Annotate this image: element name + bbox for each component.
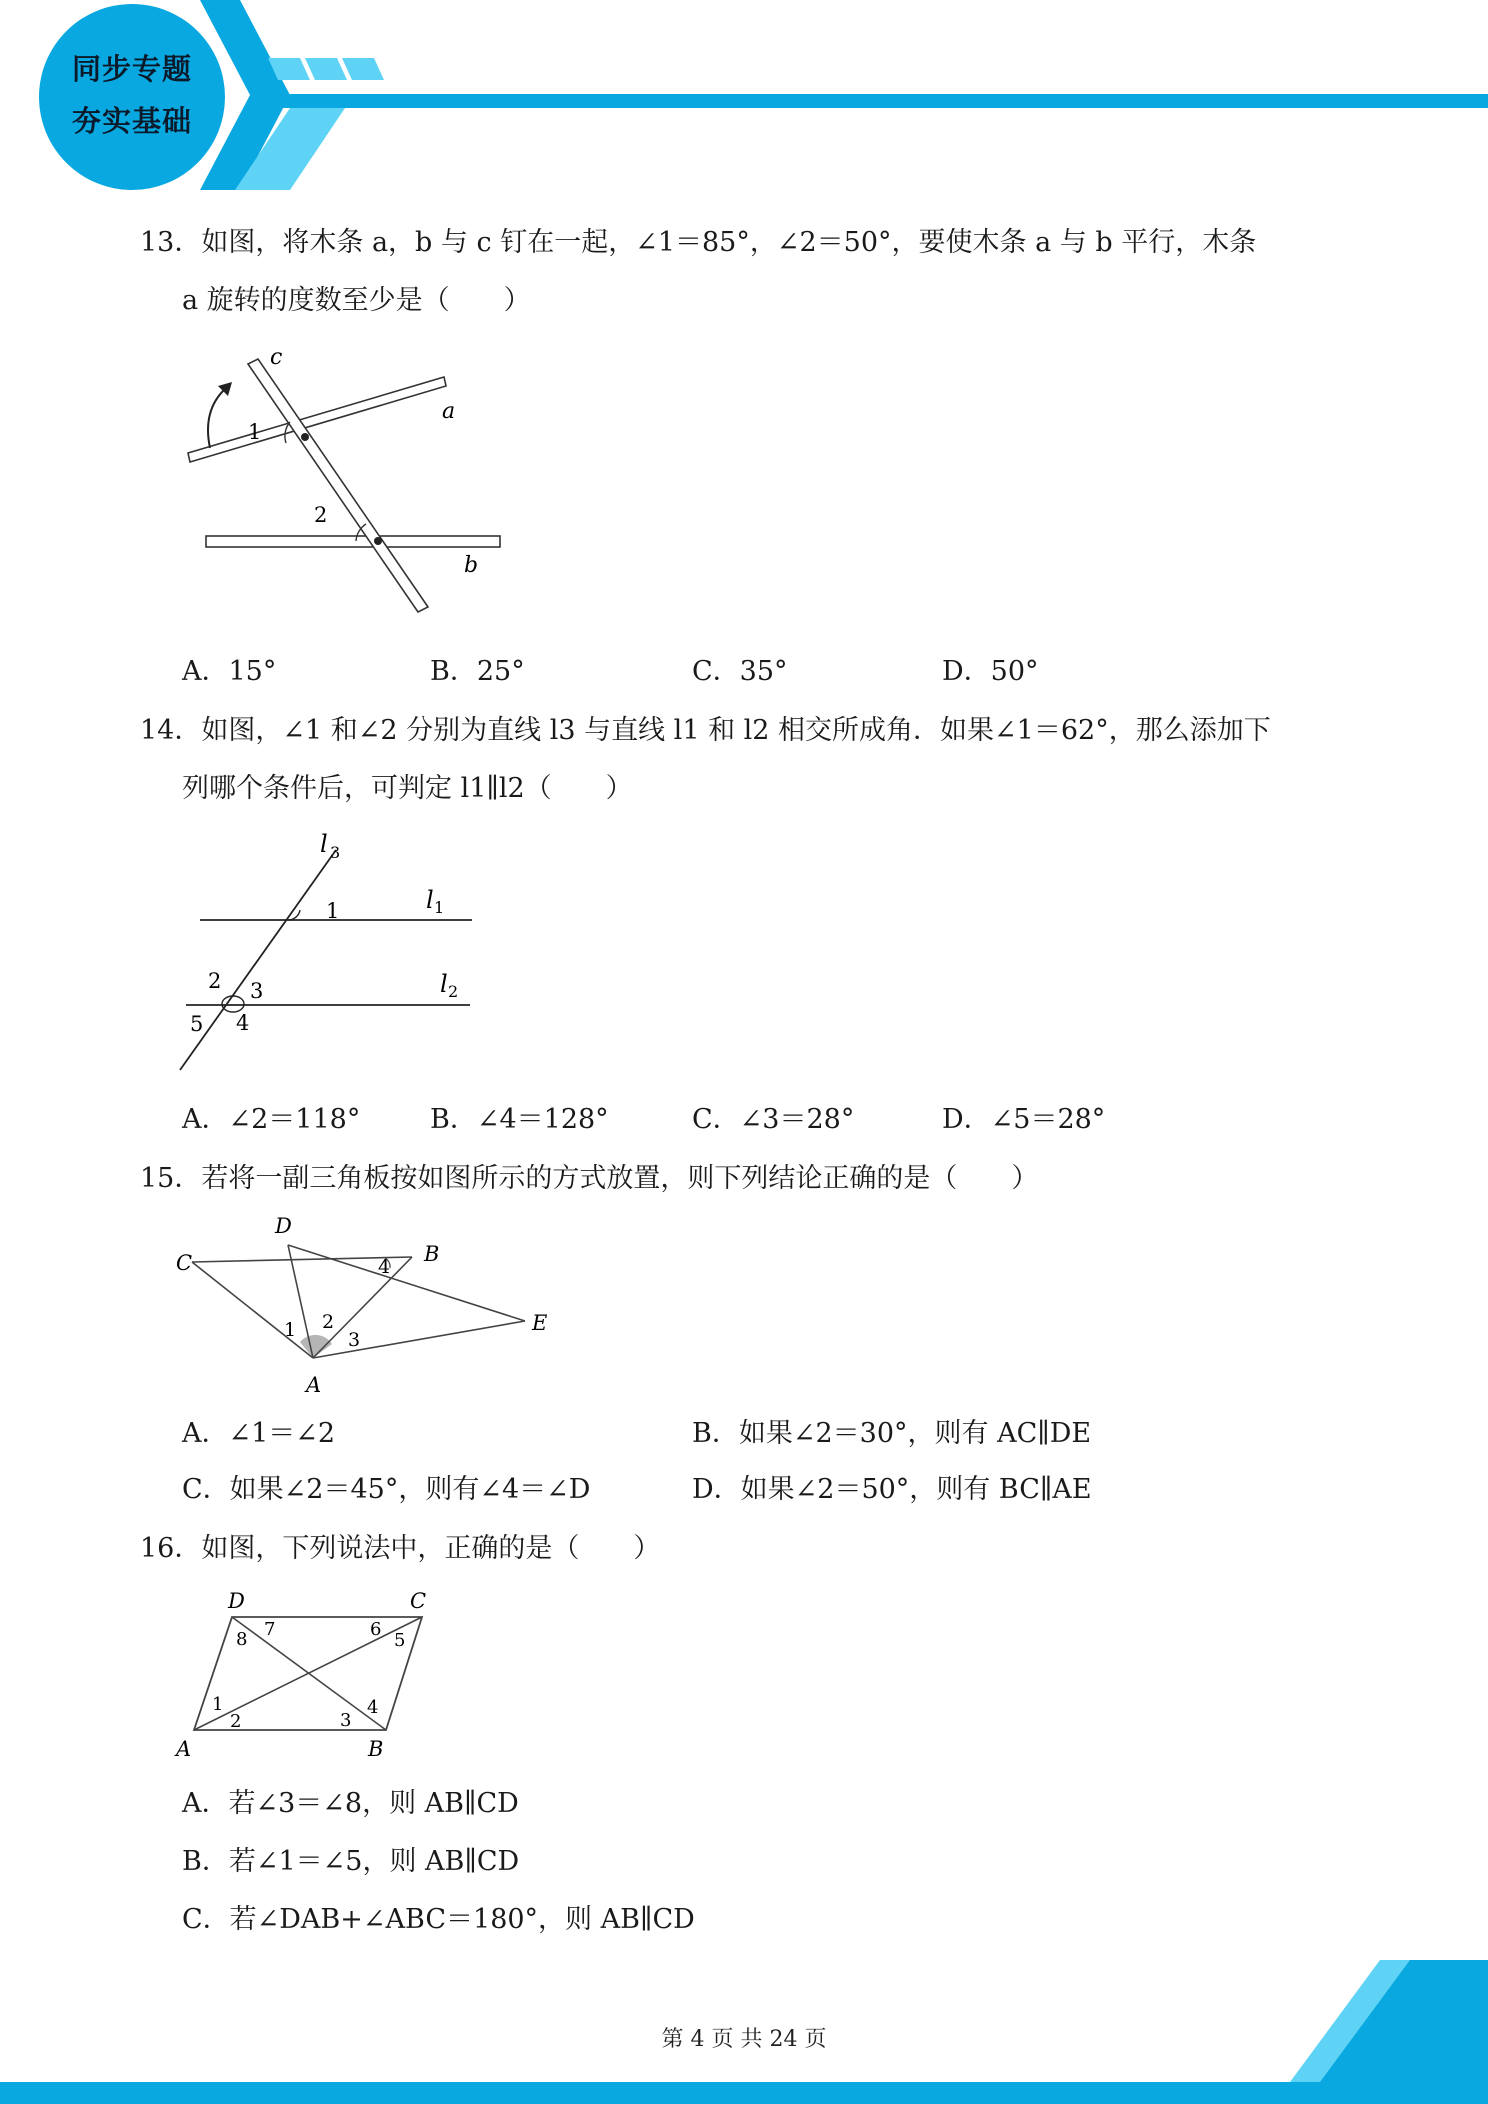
figure-14-label-2: 2	[208, 969, 222, 993]
figure-13-label-1: 1	[248, 420, 262, 444]
figure-15-label-C: C	[176, 1251, 193, 1275]
question-16-line1: 16．如图，下列说法中，正确的是（ ）	[140, 1533, 661, 1564]
question-15-option-c[interactable]: C．如果∠2＝45°，则有∠4＝∠D	[182, 1474, 591, 1505]
figure-15	[176, 1210, 560, 1400]
figure-15-label-E: E	[532, 1311, 548, 1335]
figure-15-label-D: D	[275, 1214, 292, 1238]
figure-16-label-1: 1	[212, 1694, 224, 1715]
figure-14	[170, 830, 490, 1080]
figure-14-label-l2: l	[440, 970, 448, 998]
question-15-option-d[interactable]: D．如果∠2＝50°，则有 BC∥AE	[692, 1474, 1092, 1505]
figure-14-label-l1-sub: 1	[434, 898, 445, 917]
question-13-line2: a 旋转的度数至少是（ ）	[182, 285, 531, 316]
figure-16-label-7: 7	[264, 1619, 276, 1640]
figure-16-label-6: 6	[370, 1619, 382, 1640]
figure-15-label-B: B	[424, 1242, 440, 1266]
question-14-line2: 列哪个条件后，可判定 l1∥l2（ ）	[182, 773, 633, 804]
figure-14-label-l2-sub: 2	[448, 982, 459, 1001]
question-16-option-b[interactable]: B．若∠1＝∠5，则 AB∥CD	[182, 1846, 520, 1877]
question-14-option-c[interactable]: C．∠3＝28°	[692, 1104, 855, 1135]
figure-14-label-3: 3	[250, 979, 264, 1003]
question-14-option-b[interactable]: B．∠4＝128°	[430, 1104, 609, 1135]
figure-16-label-4: 4	[367, 1697, 379, 1718]
figure-13-label-b: b	[464, 553, 479, 578]
question-13-option-d[interactable]: D．50°	[942, 656, 1039, 687]
question-13-option-b[interactable]: B．25°	[430, 656, 525, 687]
figure-13-label-2: 2	[314, 503, 328, 527]
badge	[34, 0, 230, 190]
figure-16-label-2: 2	[230, 1711, 242, 1732]
figure-15-label-A: A	[306, 1373, 322, 1397]
figure-16-label-5: 5	[394, 1630, 406, 1651]
figure-15-label-1: 1	[284, 1319, 297, 1341]
question-13	[140, 214, 1360, 330]
question-16-option-c[interactable]: C．若∠DAB+∠ABC＝180°，则 AB∥CD	[182, 1904, 695, 1935]
figure-14-label-1: 1	[326, 899, 340, 923]
figure-16	[170, 1580, 460, 1760]
question-13-option-a[interactable]: A．15°	[182, 656, 277, 687]
figure-16-label-8: 8	[236, 1629, 248, 1650]
figure-15-label-3: 3	[348, 1329, 361, 1351]
page-number: 第 4 页 共 24 页	[661, 2027, 827, 2052]
figure-16-label-A: A	[176, 1737, 192, 1761]
question-16	[140, 1520, 1360, 1578]
question-14-line1: 14．如图，∠1 和∠2 分别为直线 l3 与直线 l1 和 l2 相交所成角．如果∠1＝62°，那么添加下	[140, 715, 1271, 746]
question-14-option-a[interactable]: A．∠2＝118°	[182, 1104, 361, 1135]
question-13-line1: 13．如图，将木条 a，b 与 c 钉在一起，∠1＝85°，∠2＝50°，要使木条 a 与 b 平行，木条	[140, 227, 1257, 258]
question-15-option-b[interactable]: B．如果∠2＝30°，则有 AC∥DE	[692, 1418, 1092, 1449]
figure-16-label-B: B	[368, 1737, 384, 1761]
badge-line1: 同步专题	[71, 52, 192, 86]
figure-14-label-l3: l	[320, 830, 328, 858]
question-15-option-a[interactable]: A．∠1＝∠2	[182, 1418, 336, 1449]
badge-line2: 夯实基础	[71, 104, 192, 138]
figure-14-label-l3-sub: 3	[330, 843, 341, 862]
question-15-line1: 15．若将一副三角板按如图所示的方式放置，则下列结论正确的是（ ）	[140, 1163, 1039, 1194]
figure-14-label-4: 4	[236, 1011, 250, 1035]
question-14-option-d[interactable]: D．∠5＝28°	[942, 1104, 1106, 1135]
figure-16-label-C: C	[410, 1589, 427, 1613]
figure-13-label-c: c	[270, 345, 283, 370]
figure-16-label-3: 3	[340, 1710, 352, 1731]
figure-13	[190, 340, 520, 620]
figure-15-label-2: 2	[322, 1311, 335, 1333]
question-13-option-c[interactable]: C．35°	[692, 656, 788, 687]
question-15	[140, 1150, 1360, 1208]
figure-13-label-a: a	[442, 399, 456, 424]
question-16-option-a[interactable]: A．若∠3＝∠8，则 AB∥CD	[182, 1788, 519, 1819]
figure-14-label-5: 5	[190, 1012, 204, 1036]
figure-15-label-4: 4	[378, 1256, 391, 1278]
figure-16-label-D: D	[228, 1589, 245, 1613]
figure-14-label-l1: l	[426, 886, 434, 914]
question-14	[140, 702, 1360, 818]
